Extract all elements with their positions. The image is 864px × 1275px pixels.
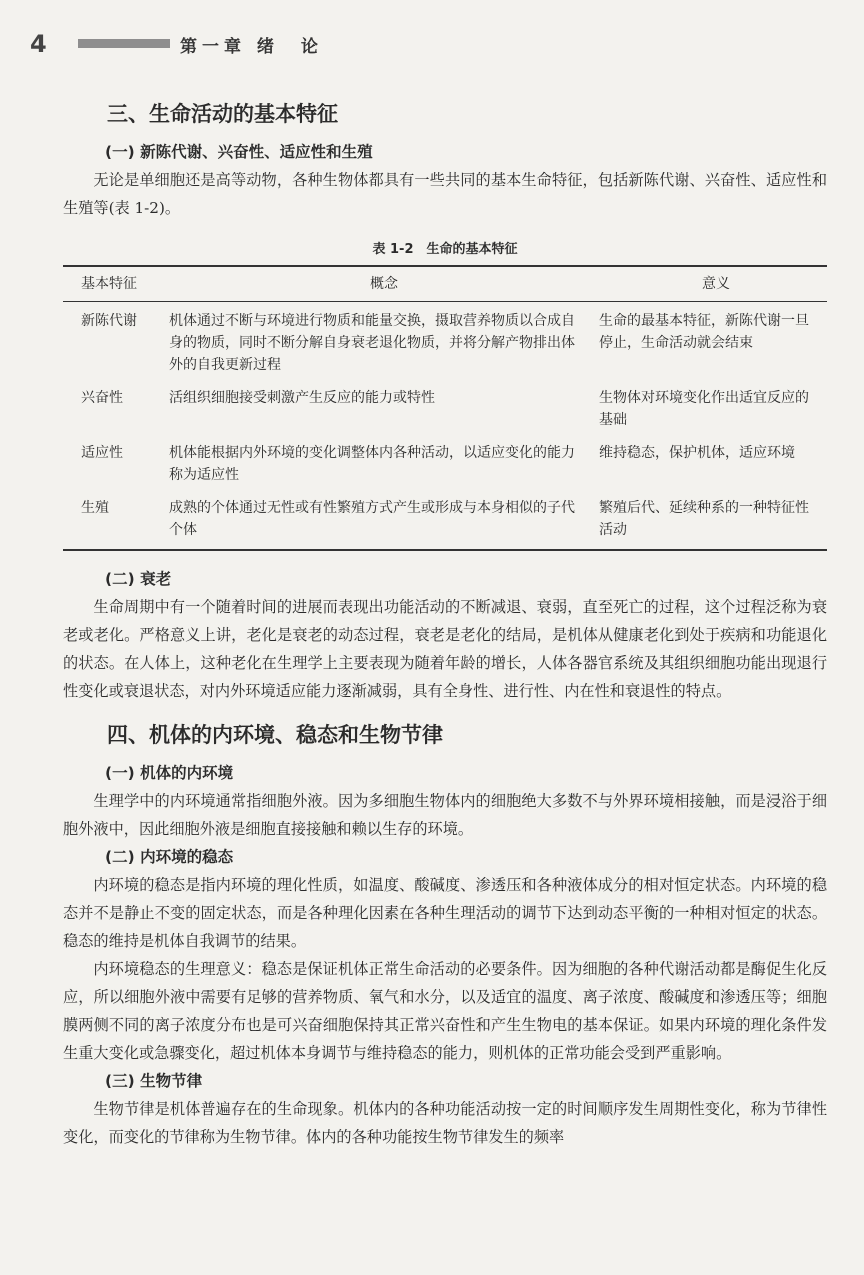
subheading-biorhythm: (三) 生物节律: [105, 1072, 203, 1090]
column-header-concept: 概念: [163, 266, 593, 302]
paragraph-aging: 生命周期中有一个随着时间的进展而表现出功能活动的不断减退、衰弱，直至死亡的过程，这个过程泛称为衰老或老化。严格意义上讲，老化是衰老的动态过程，衰老是老化的结局，是机体从健康老化到处于疾病和功能退化的状态。在人体上，这种老化在生理学上主要表现为随着年龄的增长，人体各器官系统及其组织细胞功能出现退行性变化或衰退状态，对内外环境适应能力逐渐减弱，具有全身性、进行性、内在性和衰退性的特点。: [63, 598, 827, 700]
table-row: [63, 302, 827, 380]
feature-cell: 新陈代谢: [81, 313, 137, 329]
feature-cell: 生殖: [63, 489, 163, 550]
meaning-cell: 维持稳态，保护机体，适应环境: [599, 445, 795, 461]
meaning-cell: 生物体对环境变化作出适宜反应的基础: [599, 390, 809, 428]
paragraph-homeostasis-significance: 内环境稳态的生理意义：稳态是保证机体正常生命活动的必要条件。因为细胞的各种代谢活动都是酶促生化反应，所以细胞外液中需要有足够的营养物质、氧气和水分，以及适宜的温度、离子浓度、酸碱度和渗透压等；细胞膜两侧不同的离子浓度分布也是可兴奋细胞保持其正常兴奋性和产生生物电的基本保证。如果内环境的理化条件发生重大变化或急骤变化，超过机体本身调节与维持稳态的能力，则机体的正常功能会受到严重影响。: [63, 960, 827, 1062]
section-heading-life-features: 三、生命活动的基本特征: [107, 101, 338, 126]
paragraph-homeostasis-definition: 内环境的稳态是指内环境的理化性质，如温度、酸碱度、渗透压和各种液体成分的相对恒定状态。内环境的稳态并不是静止不变的固定状态，而是各种理化因素在各种生理活动的调节下达到动态平衡的一种相对恒定的状态。稳态的维持是机体自我调节的结果。: [63, 876, 827, 950]
table-row: [63, 434, 827, 489]
table-header-row: [63, 266, 827, 302]
concept-cell: 成熟的个体通过无性或有性繁殖方式产生或形成与本身相似的子代个体: [163, 489, 593, 550]
subheading-metabolism: (一) 新陈代谢、兴奋性、适应性和生殖: [105, 143, 373, 161]
page-number: 4: [30, 30, 47, 58]
section-heading-internal-environment: 四、机体的内环境、稳态和生物节律: [107, 722, 443, 747]
concept-cell: 活组织细胞接受刺激产生反应的能力或特性: [169, 390, 435, 406]
paragraph-biorhythm: 生物节律是机体普遍存在的生命现象。机体内的各种功能活动按一定的时间顺序发生周期性变化，称为节律性变化，而变化的节律称为生物节律。体内的各种功能按生物节律发生的频率: [63, 1100, 827, 1146]
concept-cell: 机体能根据内外环境的变化调整体内各种活动，以适应变化的能力称为适应性: [169, 445, 575, 483]
table-row: [63, 379, 827, 434]
paragraph-internal-environment: 生理学中的内环境通常指细胞外液。因为多细胞生物体内的细胞绝大多数不与外界环境相接触，而是浸浴于细胞外液中，因此细胞外液是细胞直接接触和赖以生存的环境。: [63, 792, 827, 838]
life-features-table: [63, 265, 827, 551]
feature-cell: 适应性: [81, 445, 123, 461]
page-content: [63, 98, 827, 1151]
column-header-feature: 基本特征: [63, 266, 163, 302]
running-header: [20, 30, 844, 64]
paragraph-life-features-intro: 无论是单细胞还是高等动物，各种生物体都具有一些共同的基本生命特征，包括新陈代谢、兴奋性、适应性和生殖等(表 1-2)。: [63, 171, 827, 217]
table-caption: 表 1-2 生命的基本特征: [372, 242, 518, 257]
subheading-internal-environment: (一) 机体的内环境: [105, 764, 234, 782]
meaning-cell: 繁殖后代、延续种系的一种特征性活动: [593, 489, 827, 550]
column-header-meaning: 意义: [593, 266, 827, 302]
subheading-homeostasis: (二) 内环境的稳态: [105, 848, 234, 866]
concept-cell: 机体通过不断与环境进行物质和能量交换，摄取营养物质以合成自身的物质，同时不断分解自身衰老退化物质，并将分解产物排出体外的自我更新过程: [169, 313, 575, 373]
header-rule: [78, 39, 170, 48]
meaning-cell: 生命的最基本特征，新陈代谢一旦停止，生命活动就会结束: [599, 313, 809, 351]
chapter-title: 第一章 绪 论: [180, 37, 323, 57]
subheading-aging: (二) 衰老: [105, 570, 172, 588]
feature-cell: 兴奋性: [81, 390, 123, 406]
table-row: [63, 489, 827, 550]
